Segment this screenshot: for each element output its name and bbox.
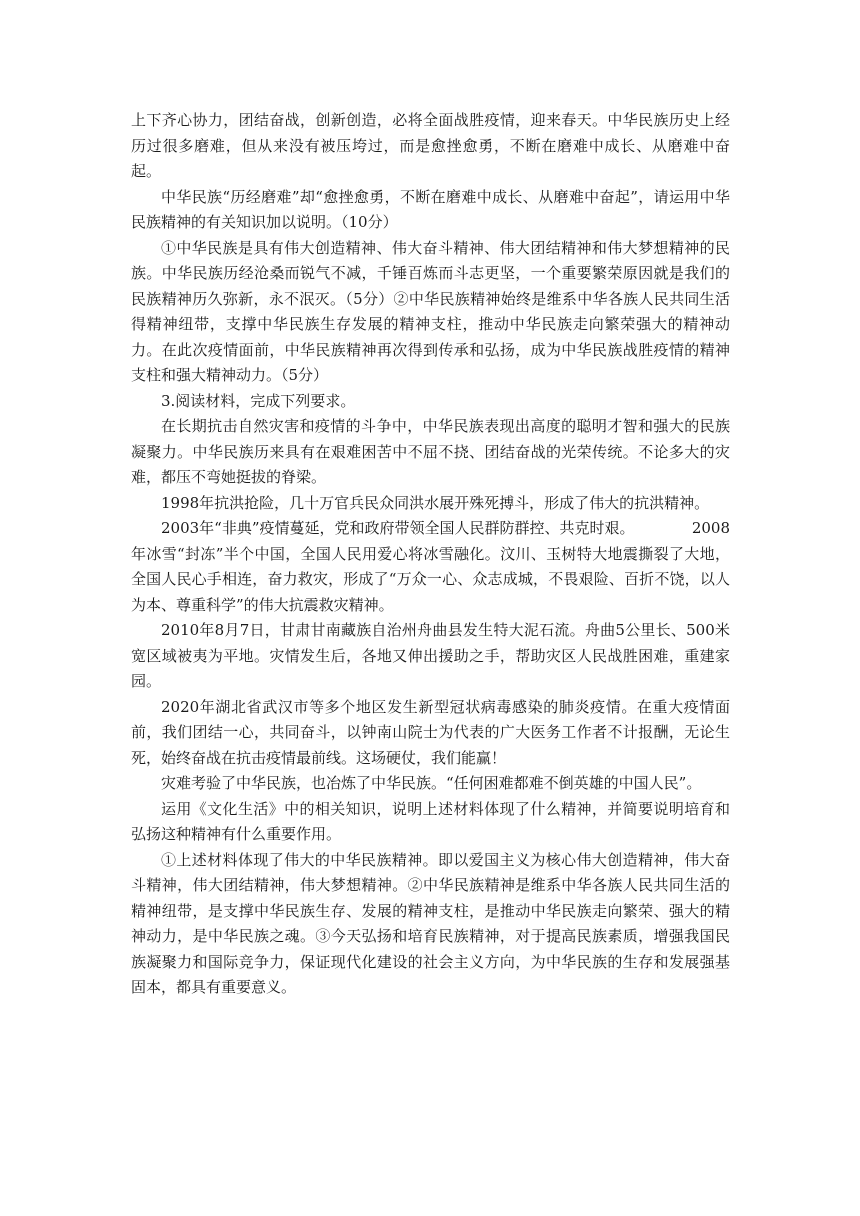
material-2008-year: 2008: [691, 519, 730, 537]
material-paragraph-2020: 2020年湖北省武汉市等多个地区发生新型冠状病毒感染的肺炎疫情。在重大疫情面前，我们团结一心，共同奋斗，以钟南山院士为代表的广大医务工作者不计报酬，无论生死，始终奋战在抗击疫情最前线。这场硬仗，我们能赢！: [131, 697, 730, 767]
question-1: 中华民族“历经磨难”却“愈挫愈勇，不断在磨难中成长、从磨难中奋起”，请运用中华民族精神的有关知识加以说明。（10分）: [131, 187, 730, 231]
material-paragraph-2003: [131, 516, 730, 542]
material-paragraph-conclusion: 灾难考验了中华民族，也冶炼了中华民族。“任何困难都难不倒英雄的中国人民”。: [161, 774, 702, 792]
answer-3: ①上述材料体现了伟大的中华民族精神。即以爱国主义为核心伟大创造精神，伟大奋斗精神，伟大团结精神，伟大梦想精神。②中华民族精神是维系中华各族人民共同生活的精神纽带，是支撑中华民族生存、发展的精神支柱，是推动中华民族走向繁荣、强大的精神动力，是中华民族之魂。③今天弘扬和培育民族精神，对于提高民族素质，增强我国民族凝聚力和国际竞争力，保证现代化建设的社会主义方向，为中华民族的生存和发展强基固本，都具有重要意义。: [131, 850, 730, 996]
paragraph-intro: 上下齐心协力，团结奋战，创新创造，必将全面战胜疫情，迎来春天。中华民族历史上经历过很多磨难，但从来没有被压垮过，而是愈挫愈勇，不断在磨难中成长、从磨难中奋起。: [131, 111, 730, 180]
material-paragraph-2010: 2010年8月7日，甘肃甘南藏族自治州舟曲县发生特大泥石流。舟曲5公里长、500米宽区域被夷为平地。灾情发生后，各地又伸出援助之手，帮助灾区人民战胜困难，重建家园。: [131, 621, 730, 690]
question-3: 运用《文化生活》中的相关知识，说明上述材料体现了什么精神，并简要说明培育和弘扬这种精神有什么重要作用。: [131, 799, 730, 843]
material-paragraph-2008: 年冰雪“封冻”半个中国，全国人民用爱心将冰雪融化。汶川、玉树特大地震撕裂了大地，全国人民心手相连，奋力救灾，形成了“万众一心、众志成城，不畏艰险、百折不饶，以人为本、尊重科学”的伟大抗震救灾精神。: [131, 544, 730, 614]
document-page: [131, 108, 730, 1001]
question-heading-3: 3.阅读材料，完成下列要求。: [161, 391, 356, 410]
material-2003-text: 2003年“非典”疫情蔓延，党和政府带领全国人民群防群控、共克时艰。: [161, 519, 635, 537]
material-paragraph-1998: 1998年抗洪抢险，几十万官兵民众同洪水展开殊死搏斗，形成了伟大的抗洪精神。: [161, 493, 710, 512]
answer-1: ①中华民族是具有伟大创造精神、伟大奋斗精神、伟大团结精神和伟大梦想精神的民族。中华民族历经沧桑而锐气不减，千锤百炼而斗志更坚，一个重要繁荣原因就是我们的民族精神历久弥新，永不泯灭。（5分）②中华民族精神始终是维系中华各族人民共同生活得精神纽带，支撑中华民族生存发展的精神支柱，推动中华民族走向繁荣强大的精神动力。在此次疫情面前，中华民族精神再次得到传承和弘扬，成为中华民族战胜疫情的精神支柱和强大精神动力。（5分）: [131, 238, 730, 384]
material-paragraph-1: 在长期抗击自然灾害和疫情的斗争中，中华民族表现出高度的聪明才智和强大的民族凝聚力。中华民族历来具有在艰难困苦中不屈不挠、团结奋战的光荣传统。不论多大的灾难，都压不弯她挺拔的脊梁。: [131, 417, 730, 486]
